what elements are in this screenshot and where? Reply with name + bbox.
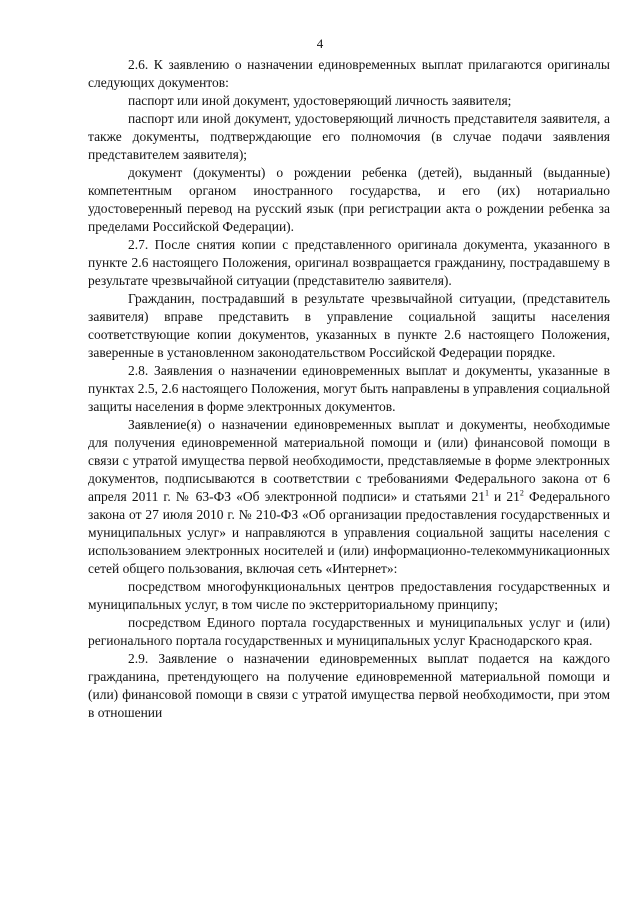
list-item-mfc: посредством многофункциональных центров предоставления государственных и муниципальных услуг, в том числе по экстерриториальному принципу; <box>88 579 610 612</box>
paragraph-2-6: 2.6. К заявлению о назначении единовременных выплат прилагаются оригиналы следующих документов: <box>88 57 610 90</box>
document-body <box>88 56 610 722</box>
paragraph-2-8: 2.8. Заявления о назначении единовременных выплат и документы, указанные в пунктах 2.5, 2.6 настоящего Положения, могут быть направлены в управления социальной защиты населения в форме электронных документов. <box>88 363 610 414</box>
list-item-passport-representative: паспорт или иной документ, удостоверяющий личность представителя заявителя, а также документы, подтверждающие его полномочия (в случае подачи заявления представителем заявителя); <box>88 111 610 162</box>
list-item-birth-documents: документ (документы) о рождении ребенка (детей), выданный (выданные) компетентным органом иностранного государства, и его (их) нотариально удостоверенный перевод на русский язык (при регистрации акта о рождении ребенка за пределами Российской Федерации). <box>88 165 610 234</box>
page-number: 4 <box>316 36 324 51</box>
paragraph-2-7: 2.7. После снятия копии с представленного оригинала документа, указанного в пункте 2.6 настоящего Положения, оригинал возвращается гражданину, пострадавшему в результате чрезвычайной ситуации (представителю заявителя). <box>88 237 610 288</box>
superscript-article-2: 2 <box>519 488 524 498</box>
list-item-portal: посредством Единого портала государственных и муниципальных услуг и (или) регионального портала государственных и муниципальных услуг Краснодарского края. <box>88 615 610 648</box>
superscript-article-1: 1 <box>484 488 489 498</box>
paragraph-copies: Гражданин, пострадавший в результате чрезвычайной ситуации, (представитель заявителя) вправе представить в управление социальной защиты населения соответствующие копии документов, указанных в пункте 2.6 настоящего Положения, заверенные в установленном законодательством Российской Федерации порядке. <box>88 291 610 360</box>
list-item-passport-applicant: паспорт или иной документ, удостоверяющий личность заявителя; <box>128 93 512 108</box>
paragraph-text-part: Федерального закона от 27 июля 2010 г. № 210-ФЗ «Об организации предоставления государственных и муниципальных услуг» и направляются в управления социальной защиты населения с использованием электронных носителей и (или) информационно-телекоммуникационных сетей общего пользования, включая сеть «Интернет»: <box>88 489 610 576</box>
paragraph-text-part: Заявление(я) о назначении единовременных выплат и документы, необходимые для получения единовременной материальной помощи и (или) финансовой помощи в связи с утратой имущества первой необходимости, представляемые в форме электронных документов, подписываются в соответствии с требованиями Федерального закона от 6 апреля 2011 г. № 63-ФЗ «Об электронной подписи» и статьями 21 <box>88 417 610 504</box>
paragraph-2-9: 2.9. Заявление о назначении единовременных выплат подается на каждого гражданина, претендующего на получение единовременной материальной помощи и (или) финансовой помощи в связи с утратой имущества первой необходимости, при этом в отношении <box>88 651 610 720</box>
paragraph-electronic-documents <box>88 416 610 578</box>
paragraph-text-part: и 21 <box>488 489 520 504</box>
